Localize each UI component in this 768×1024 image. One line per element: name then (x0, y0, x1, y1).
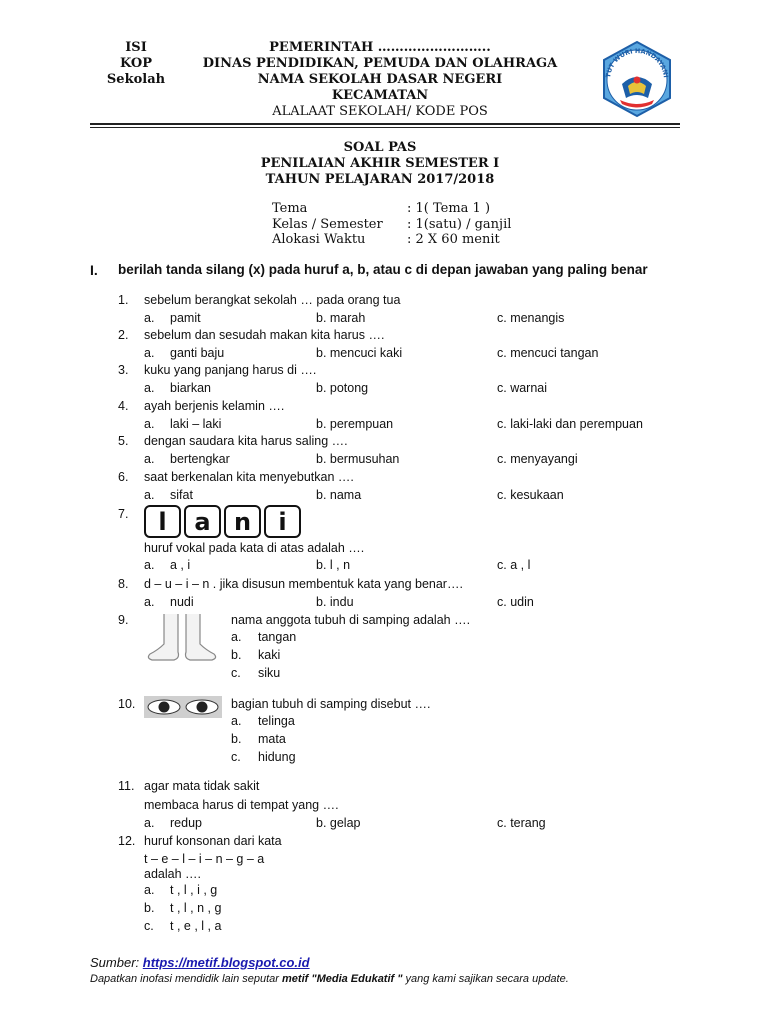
note-text: Dapatkan inofasi mendidik lain seputar (90, 973, 283, 985)
letterhead-school: NAMA SEKOLAH DASAR NEGERI (257, 72, 503, 87)
option-b: b. mencuci kaki (316, 346, 403, 360)
letter-tile: a (184, 505, 221, 538)
letterhead-address: ALALAAT SEKOLAH/ KODE POS (272, 104, 488, 119)
option-c: c. terang (497, 816, 546, 830)
option-text: siku (258, 666, 281, 680)
option-a-letter: a. (144, 816, 155, 830)
option-a: bertengkar (170, 452, 230, 466)
question-number: 5. (118, 434, 129, 448)
letterhead-district: KECAMATAN (331, 88, 429, 103)
kop-line: ISI (125, 40, 147, 55)
note-highlight: metif "Media Edukatif " (282, 973, 403, 985)
question-text: ayah berjenis kelamin …. (144, 399, 285, 413)
question-text: agar mata tidak sakit (144, 779, 260, 793)
question-text: sebelum dan sesudah makan kita harus …. (144, 328, 385, 342)
question-number: 10. (118, 697, 136, 711)
question-text: huruf konsonan dari kata (144, 834, 282, 848)
question-text: dengan saudara kita harus saling …. (144, 434, 348, 448)
option-a: biarkan (170, 381, 211, 395)
question-text: bagian tubuh di samping disebut …. (231, 697, 431, 711)
title-line: PENILAIAN AKHIR SEMESTER I (260, 156, 500, 171)
option-a: sifat (170, 488, 193, 502)
question-text: sebelum berangkat sekolah … pada orang tua (144, 293, 401, 307)
section-instruction: berilah tanda silang (x) pada huruf a, b, atau c di depan jawaban yang paling benar (118, 262, 648, 277)
header-rule-thick (90, 123, 680, 125)
question-3 (0, 362, 768, 396)
question-text: t – e – l – i – n – g – a (144, 852, 265, 866)
option-b: b. perempuan (316, 417, 394, 431)
option-text: mata (258, 732, 286, 746)
info-label: Tema (272, 201, 308, 216)
letterhead-agency: DINAS PENDIDIKAN, PEMUDA DAN OLAHRAGA (202, 56, 558, 71)
option-text: t , l , i , g (170, 883, 218, 897)
option-text: hidung (258, 750, 296, 764)
option-c: c. a , l (497, 558, 531, 572)
question-6 (0, 469, 768, 503)
option-c: c. menangis (497, 311, 565, 325)
logo-motto: TUT WURI HANDAYANI (604, 46, 670, 79)
info-value: : 2 X 60 menit (407, 232, 500, 247)
option-a: pamit (170, 311, 201, 325)
option-b: b. indu (316, 595, 354, 609)
question-number: 9. (118, 613, 129, 627)
option-c: c. kesukaan (497, 488, 564, 502)
option-letter: a. (231, 714, 242, 728)
footer-note (90, 973, 569, 985)
option-letter: c. (231, 750, 241, 764)
option-a-letter: a. (144, 346, 155, 360)
option-a-letter: a. (144, 558, 155, 572)
question-number: 8. (118, 577, 129, 591)
exam-title (200, 140, 560, 188)
option-b: b. l , n (316, 558, 351, 572)
question-number: 12. (118, 834, 136, 848)
option-letter: c. (144, 919, 154, 933)
option-b: b. nama (316, 488, 362, 502)
kop-line: Sekolah (106, 72, 166, 87)
option-letter: b. (231, 732, 242, 746)
section-number: I. (90, 262, 98, 278)
question-number: 7. (118, 507, 129, 521)
question-2 (0, 327, 768, 361)
info-label: Kelas / Semester (272, 216, 383, 232)
letter-tile: i (264, 505, 301, 538)
option-c: c. mencuci tangan (497, 346, 599, 360)
question-number: 4. (118, 399, 129, 413)
option-letter: c. (231, 666, 241, 680)
question-number: 1. (118, 293, 129, 307)
option-letter: a. (231, 630, 242, 644)
question-text: adalah …. (144, 867, 201, 881)
question-4 (0, 398, 768, 432)
info-label: Alokasi Waktu (272, 232, 366, 247)
letter-tile: l (144, 505, 181, 538)
source-label: Sumber: (90, 955, 140, 970)
option-a-letter: a. (144, 381, 155, 395)
question-text: d – u – i – n . jika disusun membentuk kata yang benar…. (144, 577, 463, 591)
option-c: c. menyayangi (497, 452, 578, 466)
option-c: c. warnai (497, 381, 548, 395)
letter-tiles (144, 505, 301, 538)
question-number: 3. (118, 363, 129, 377)
option-a-letter: a. (144, 311, 155, 325)
note-text: yang kami sajikan secara update. (402, 973, 569, 985)
option-text: kaki (258, 648, 281, 662)
option-text: t , e , l , a (170, 919, 222, 933)
question-5 (0, 433, 768, 467)
option-a: ganti baju (170, 346, 225, 360)
footer-source (90, 955, 310, 970)
kop-line: KOP (119, 56, 153, 71)
option-letter: b. (231, 648, 242, 662)
letterhead-government: PEMERINTAH …………………….. (269, 40, 491, 55)
option-a-letter: a. (144, 417, 155, 431)
eyes-illustration (144, 696, 222, 718)
option-a: redup (170, 816, 202, 830)
info-value: : 1(satu) / ganjil (407, 216, 512, 232)
option-a-letter: a. (144, 595, 155, 609)
option-b: b. potong (316, 381, 369, 395)
option-b: b. gelap (316, 816, 361, 830)
option-c: c. laki-laki dan perempuan (497, 417, 643, 431)
question-1 (0, 292, 768, 326)
kop-placeholder (96, 40, 176, 88)
tut-wuri-handayani-logo (598, 40, 676, 118)
letterhead (200, 40, 560, 120)
title-line: TAHUN PELAJARAN 2017/2018 (265, 172, 495, 187)
question-text: membaca harus di tempat yang …. (144, 798, 339, 812)
header-rule-thin (90, 127, 680, 128)
option-a-letter: a. (144, 488, 155, 502)
source-link[interactable]: https://metif.blogspot.co.id (142, 955, 310, 970)
option-a: nudi (170, 595, 194, 609)
option-a-letter: a. (144, 452, 155, 466)
question-text: huruf vokal pada kata di atas adalah …. (144, 541, 365, 555)
option-text: telinga (258, 714, 295, 728)
letter-tile: n (224, 505, 261, 538)
question-text: saat berkenalan kita menyebutkan …. (144, 470, 354, 484)
option-a: laki – laki (170, 417, 222, 431)
option-b: b. marah (316, 311, 366, 325)
option-text: tangan (258, 630, 297, 644)
question-number: 6. (118, 470, 129, 484)
info-value: : 1( Tema 1 ) (407, 201, 491, 216)
question-number: 11. (118, 779, 135, 793)
option-text: t , l , n , g (170, 901, 222, 915)
option-c: c. udin (497, 595, 534, 609)
question-text: kuku yang panjang harus di …. (144, 363, 317, 377)
title-line: SOAL PAS (343, 140, 417, 155)
feet-illustration (144, 614, 220, 662)
option-a: a , i (170, 558, 191, 572)
option-letter: a. (144, 883, 155, 897)
question-number: 2. (118, 328, 129, 342)
option-b: b. bermusuhan (316, 452, 400, 466)
option-letter: b. (144, 901, 155, 915)
question-text: nama anggota tubuh di samping adalah …. (231, 613, 471, 627)
